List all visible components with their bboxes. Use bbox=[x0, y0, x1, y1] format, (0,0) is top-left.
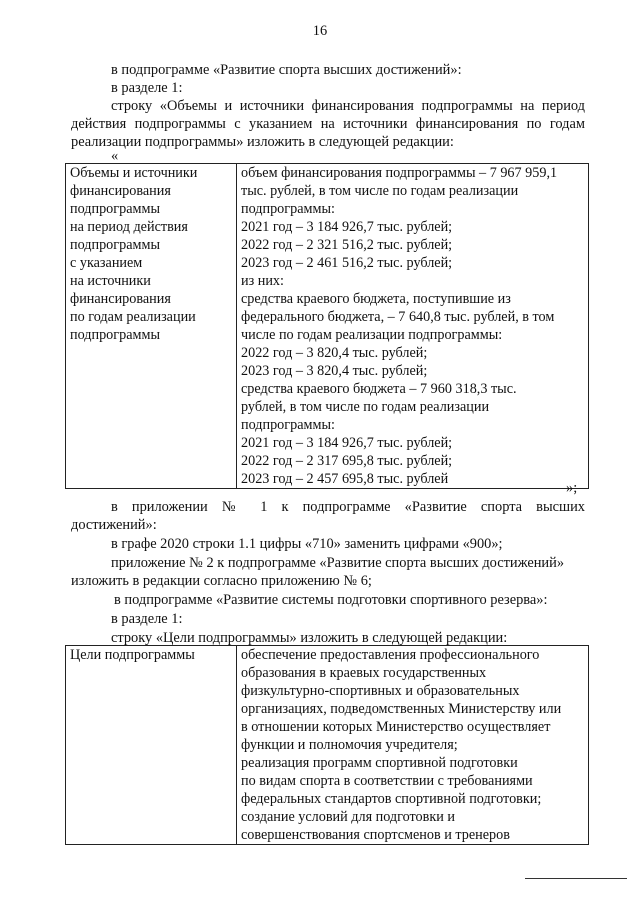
cell-line: создание условий для подготовки и bbox=[241, 809, 455, 825]
cell-line: организациях, подведомственных Министерству или bbox=[241, 701, 562, 717]
cell-line: 2022 год – 2 321 516,2 тыс. рублей; bbox=[241, 237, 453, 253]
cell-line: числе по годам реализации подпрограммы: bbox=[241, 327, 503, 343]
intro-line-4: действия подпрограммы с указанием на источники финансирования по годам bbox=[71, 116, 585, 132]
cell-line: с указанием bbox=[70, 255, 143, 271]
cell-line: на период действия bbox=[70, 219, 188, 235]
close-quote-mark: »; bbox=[566, 480, 578, 496]
intro-line-2: в разделе 1: bbox=[111, 80, 183, 96]
cell-line: подпрограммы: bbox=[241, 201, 335, 217]
cell-line: подпрограммы bbox=[70, 237, 160, 253]
paragraph-appendix-2-line-2: изложить в редакции согласно приложению № 6; bbox=[71, 573, 372, 589]
intro-line-3: строку «Объемы и источники финансирования подпрограммы на период bbox=[111, 98, 585, 114]
cell-line: средства краевого бюджета, поступившие из bbox=[241, 291, 511, 307]
financing-label-cell bbox=[66, 164, 237, 489]
cell-line: 2021 год – 3 184 926,7 тыс. рублей; bbox=[241, 219, 453, 235]
cell-line: подпрограммы: bbox=[241, 417, 335, 433]
page-number: 16 bbox=[312, 23, 328, 39]
cell-line: обеспечение предоставления профессионального bbox=[241, 647, 540, 663]
intro-line-1: в подпрограмме «Развитие спорта высших достижений»: bbox=[111, 62, 462, 78]
cell-line: Объемы и источники bbox=[70, 165, 198, 181]
cell-line: финансирования bbox=[70, 291, 171, 307]
financing-table bbox=[65, 163, 589, 489]
cell-line: средства краевого бюджета – 7 960 318,3 тыс. bbox=[241, 381, 517, 397]
cell-line: федеральных стандартов спортивной подготовки; bbox=[241, 791, 542, 807]
paragraph-reserve-subprogram: в подпрограмме «Развитие системы подготовки спортивного резерва»: bbox=[114, 592, 548, 608]
cell-line: по видам спорта в соответствии с требованиями bbox=[241, 773, 533, 789]
cell-line: по годам реализации bbox=[70, 309, 196, 325]
cell-line: подпрограммы bbox=[70, 201, 160, 217]
paragraph-section-1: в разделе 1: bbox=[111, 611, 183, 627]
open-quote-mark: « bbox=[111, 148, 119, 164]
cell-line: из них: bbox=[241, 273, 284, 289]
cell-line: 2023 год – 2 457 695,8 тыс. рублей bbox=[241, 471, 449, 487]
cell-line: совершенствования спортсменов и тренеров bbox=[241, 827, 510, 843]
cell-line: Цели подпрограммы bbox=[70, 647, 195, 663]
cell-line: 2023 год – 2 461 516,2 тыс. рублей; bbox=[241, 255, 453, 271]
paragraph-column-2020: в графе 2020 строки 1.1 цифры «710» заменить цифрами «900»; bbox=[111, 536, 503, 552]
financing-table-row bbox=[66, 164, 589, 489]
paragraph-appendix-2-line-1: приложение № 2 к подпрограмме «Развитие спорта высших достижений» bbox=[111, 555, 565, 571]
cell-line: образования в краевых государственных bbox=[241, 665, 487, 681]
financing-value-cell bbox=[237, 164, 589, 489]
cell-line: федерального бюджета, – 7 640,8 тыс. рублей, в том bbox=[241, 309, 555, 325]
cell-line: реализация программ спортивной подготовки bbox=[241, 755, 518, 771]
goals-value-cell bbox=[237, 646, 589, 845]
cell-line: рублей, в том числе по годам реализации bbox=[241, 399, 490, 415]
paragraph-appendix-1-line-2: достижений»: bbox=[71, 517, 157, 533]
cell-line: физкультурно-спортивных и образовательных bbox=[241, 683, 520, 699]
cell-line: 2021 год – 3 184 926,7 тыс. рублей; bbox=[241, 435, 453, 451]
goals-label-cell bbox=[66, 646, 237, 845]
cell-line: объем финансирования подпрограммы – 7 967 959,1 bbox=[241, 165, 558, 181]
cell-line: 2022 год – 2 317 695,8 тыс. рублей; bbox=[241, 453, 453, 469]
cell-line: 2022 год – 3 820,4 тыс. рублей; bbox=[241, 345, 428, 361]
goals-table bbox=[65, 645, 589, 845]
goals-table-row bbox=[66, 646, 589, 845]
cell-line: тыс. рублей, в том числе по годам реализации bbox=[241, 183, 519, 199]
cell-line: в отношении которых Министерство осуществляет bbox=[241, 719, 551, 735]
cell-line: на источники bbox=[70, 273, 151, 289]
cell-line: подпрограммы bbox=[70, 327, 160, 343]
cell-line: финансирования bbox=[70, 183, 171, 199]
cell-line: 2023 год – 3 820,4 тыс. рублей; bbox=[241, 363, 428, 379]
cell-line: функции и полномочия учредителя; bbox=[241, 737, 458, 753]
paragraph-goals-row: строку «Цели подпрограммы» изложить в следующей редакции: bbox=[111, 630, 508, 646]
paragraph-appendix-1-line-1: в приложении № 1 к подпрограмме «Развитие спорта высших bbox=[111, 499, 585, 515]
footer-rule bbox=[525, 878, 627, 879]
intro-line-5: реализации подпрограммы» изложить в следующей редакции: bbox=[71, 134, 454, 150]
